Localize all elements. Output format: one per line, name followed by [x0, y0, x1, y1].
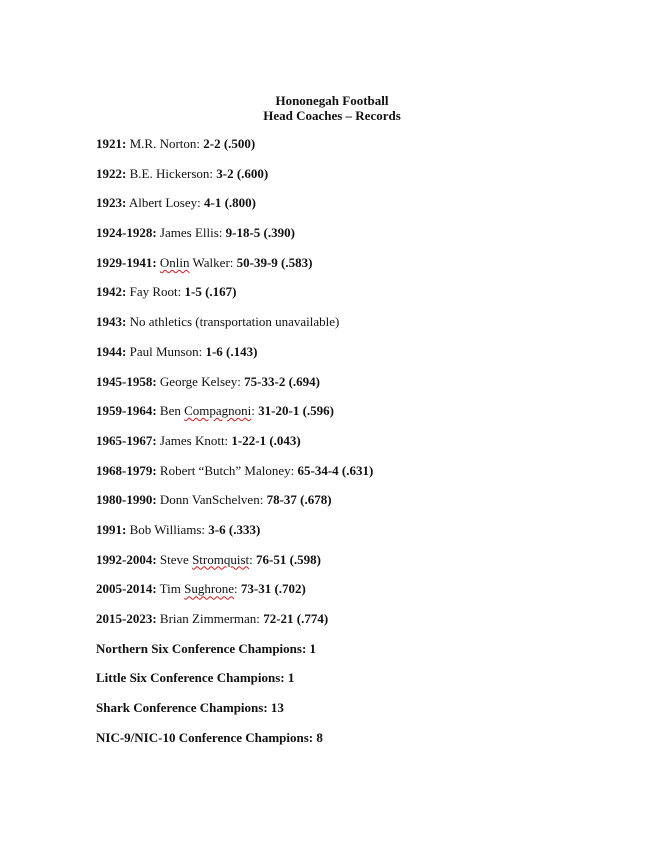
- coach-record-row: [96, 195, 616, 225]
- coach-name-prefix: Steve: [156, 551, 193, 567]
- coach-name-suffix: :: [251, 403, 259, 419]
- coach-record: 50-39-9 (.583): [236, 254, 313, 270]
- coach-years: 1992-2004:: [96, 551, 157, 567]
- coach-record: 73-31 (.702): [240, 581, 306, 597]
- coach-years: 1942:: [96, 284, 127, 300]
- coach-years: 1921:: [96, 136, 127, 151]
- coach-record-row: [96, 552, 616, 582]
- coach-name-prefix: Ben: [156, 403, 185, 419]
- coach-years: 1943:: [96, 314, 127, 330]
- coach-name: James Knott:: [156, 432, 232, 448]
- coach-record: 1-22-1 (.043): [231, 432, 301, 448]
- spellcheck-flagged-word[interactable]: Compagnoni: [184, 403, 252, 419]
- coach-record: 72-21 (.774): [263, 611, 329, 626]
- coach-records-list: [96, 136, 616, 759]
- coach-name: Paul Munson:: [126, 343, 206, 359]
- coach-years: 1980-1990:: [96, 492, 157, 508]
- document-title: [0, 93, 660, 123]
- coach-name-prefix: Tim: [156, 581, 185, 597]
- coach-record-row: [96, 611, 616, 641]
- coach-record: 76-51 (.598): [256, 551, 322, 567]
- coach-record: 1-6 (.143): [205, 343, 258, 359]
- coach-name: Bob Williams:: [126, 521, 209, 537]
- spellcheck-flagged-word[interactable]: Stromquist: [192, 551, 250, 567]
- coach-name: No athletics (transportation unavailable): [126, 314, 340, 330]
- coach-years: 1923:: [96, 195, 127, 211]
- coach-record: 2-2 (.500): [203, 136, 256, 151]
- coach-record: 9-18-5 (.390): [225, 225, 295, 241]
- coach-record: 65-34-4 (.631): [297, 462, 374, 478]
- coach-years: 1945-1958:: [96, 373, 157, 389]
- coach-name: B.E. Hickerson:: [126, 165, 217, 181]
- coach-record: 31-20-1 (.596): [258, 403, 334, 419]
- coach-record-row: [96, 344, 616, 374]
- coach-name: M.R. Norton:: [126, 136, 204, 151]
- coach-record-row: [96, 314, 616, 344]
- spellcheck-flagged-word[interactable]: Onlin: [159, 254, 190, 270]
- coach-record: 4-1 (.800): [203, 195, 256, 211]
- coach-record-row: [96, 374, 616, 404]
- coach-name: Albert Losey:: [126, 195, 204, 211]
- coach-years: 1922:: [96, 165, 127, 181]
- coach-years: 1965-1967:: [96, 432, 157, 448]
- coach-record-row: [96, 581, 616, 611]
- coach-record-row: [96, 225, 616, 255]
- title-line-1: Hononegah Football: [275, 93, 389, 108]
- coach-name-suffix: :: [234, 581, 241, 597]
- coach-record: 78-37 (.678): [266, 492, 332, 508]
- coach-name: Brian Zimmerman:: [156, 611, 264, 626]
- coach-record: 3-2 (.600): [216, 165, 269, 181]
- coach-record-row: [96, 284, 616, 314]
- coach-record: 3-6 (.333): [208, 521, 261, 537]
- coach-record-row: [96, 492, 616, 522]
- coach-years: 2015-2023:: [96, 611, 157, 626]
- coach-record-row: [96, 403, 616, 433]
- spellcheck-flagged-word[interactable]: Sughrone: [184, 581, 234, 597]
- coach-name: Donn VanSchelven:: [156, 492, 267, 508]
- coach-name: Robert “Butch” Maloney:: [156, 462, 298, 478]
- coach-record-row: [96, 522, 616, 552]
- championship-line: NIC-9/NIC-10 Conference Champions: 8: [96, 729, 323, 745]
- coach-record-row: [96, 166, 616, 196]
- coach-record-row: [96, 433, 616, 463]
- coach-record-row: [96, 463, 616, 493]
- coach-years: 1944:: [96, 343, 127, 359]
- coach-record-row: [96, 136, 616, 166]
- coach-years: 1991:: [96, 521, 127, 537]
- championship-line: Shark Conference Champions: 13: [96, 700, 284, 716]
- coach-name-suffix: Walker:: [189, 254, 237, 270]
- title-line-2: Head Coaches – Records: [263, 108, 401, 123]
- coach-years: 1968-1979:: [96, 462, 157, 478]
- coach-years: 2005-2014:: [96, 581, 157, 597]
- coach-name: George Kelsey:: [156, 373, 245, 389]
- championship-line: Little Six Conference Champions: 1: [96, 670, 295, 686]
- coach-name: James Ellis:: [156, 225, 226, 241]
- coach-name-suffix: :: [249, 551, 257, 567]
- coach-record-row: [96, 255, 616, 285]
- coach-record: 1-5 (.167): [184, 284, 237, 300]
- championship-line: Northern Six Conference Champions: 1: [96, 640, 317, 656]
- coach-name: Fay Root:: [126, 284, 185, 300]
- coach-years: 1929-1941:: [96, 254, 157, 270]
- coach-years: 1959-1964:: [96, 403, 157, 419]
- coach-years: 1924-1928:: [96, 225, 157, 241]
- coach-record: 75-33-2 (.694): [244, 373, 320, 389]
